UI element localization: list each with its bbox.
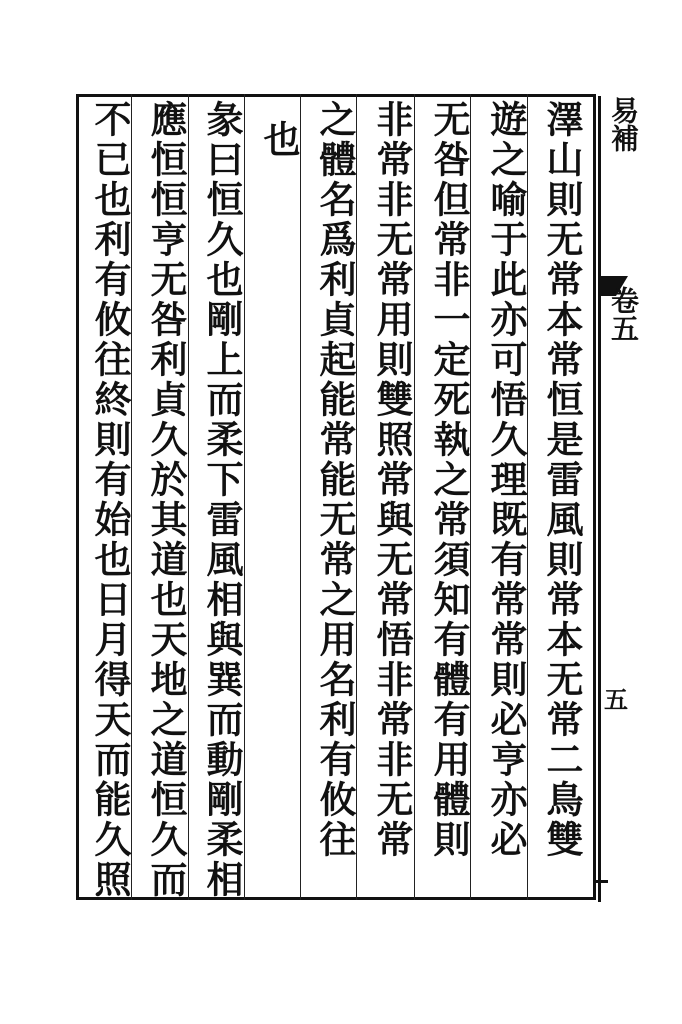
text-column-8: 應恒恒亨无咎利貞久於其道也天地之道恒久而 [144,100,188,900]
block-margin [598,96,641,902]
text-column-9: 不已也利有攸往終則有始也日月得天而能久照 [88,100,132,900]
text-column-5: 之體名爲利貞起能常能无常之用名利有攸往 [313,100,357,860]
margin-tick [594,880,608,883]
text-column-6: 也 [257,120,301,160]
margin-page-number: 五 [604,685,628,714]
text-column-3: 无咎但常非一定死執之常須知有體有用體則 [427,100,471,860]
margin-book-title: 易補 [607,96,640,152]
margin-volume: 卷五 [607,286,640,342]
text-column-4: 非常非无常用則雙照常與无常悟非常非无常 [370,100,414,860]
text-column-2: 遊之喻于此亦可悟久理既有常常則必亨亦必 [484,100,528,860]
text-column-7: 彖曰恒久也剛上而柔下雷風相與巽而動剛柔相 [200,100,244,900]
text-column-1: 澤山則无常本常恒是雷風則常本无常二鳥雙 [540,100,584,860]
column-rule [300,94,301,900]
